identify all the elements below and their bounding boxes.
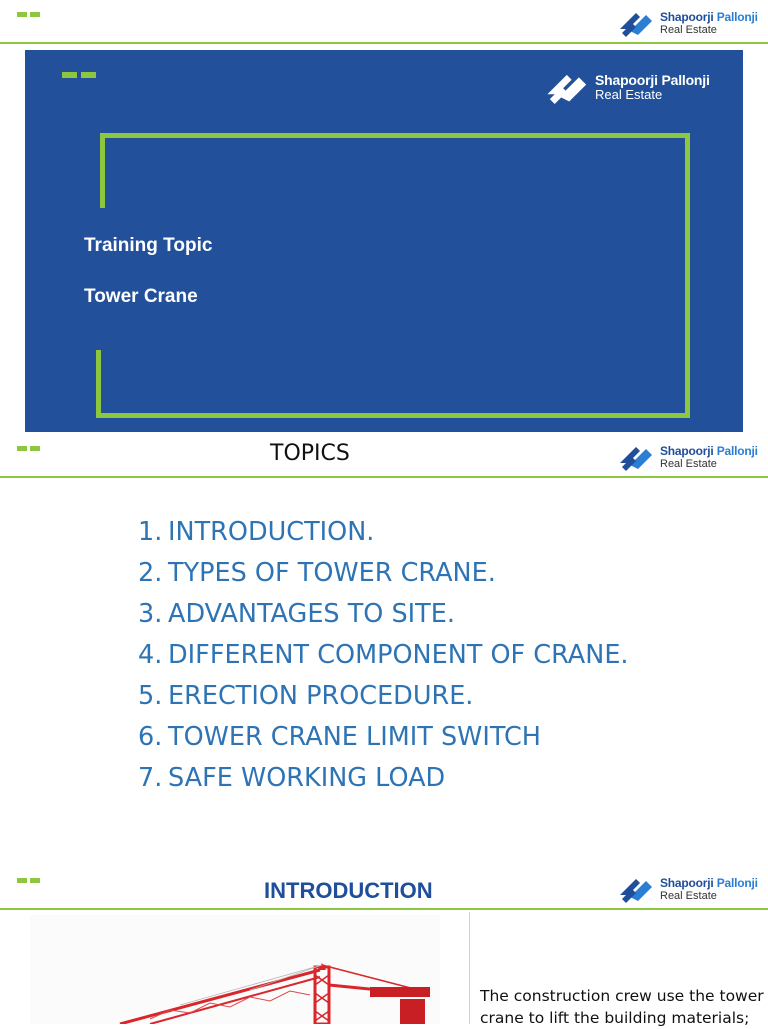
accent-dash (30, 878, 40, 883)
cover-line-1: Training Topic (84, 235, 213, 256)
column-divider (469, 912, 470, 1024)
sp-logo-icon (545, 70, 591, 104)
frame-right (685, 133, 690, 418)
topic-item: 7. SAFE WORKING LOAD (138, 763, 446, 793)
topic-item: 3. ADVANTAGES TO SITE. (138, 599, 455, 629)
topic-item: 6. TOWER CRANE LIMIT SWITCH (138, 722, 541, 752)
brand-name: Shapoorji Pallonji (660, 875, 758, 890)
tower-crane-illustration (30, 915, 440, 1024)
brand-subtitle: Real Estate (660, 889, 717, 902)
accent-dash (17, 12, 27, 17)
brand-logo (618, 443, 758, 471)
brand-logo (618, 875, 758, 903)
accent-dash (62, 72, 77, 78)
introduction-body-line-1: The construction crew use the tower (480, 987, 764, 1005)
brand-subtitle: Real Estate (660, 23, 717, 36)
topics-list (138, 512, 629, 799)
topic-item: 2. TYPES OF TOWER CRANE. (138, 558, 496, 588)
header-rule (0, 908, 768, 910)
cover-slide (25, 50, 743, 432)
cover-line-2: Tower Crane (84, 286, 198, 307)
brand-subtitle: Real Estate (660, 457, 717, 470)
topic-item: 1. INTRODUCTION. (138, 517, 375, 547)
accent-dash (30, 446, 40, 451)
accent-dash (81, 72, 96, 78)
frame-top (100, 133, 690, 138)
brand-name: Shapoorji Pallonji (660, 9, 758, 24)
introduction-body (480, 985, 768, 1029)
tower-crane-image (30, 915, 440, 1024)
frame-left-lower (96, 350, 101, 418)
sp-logo-icon (618, 9, 656, 37)
sp-logo-icon (618, 443, 656, 471)
introduction-body-line-2: crane to lift the building materials; (480, 1009, 750, 1027)
accent-dash (30, 12, 40, 17)
brand-logo (618, 9, 758, 37)
header-rule (0, 42, 768, 44)
topic-item: 5. ERECTION PROCEDURE. (138, 681, 474, 711)
header-rule (0, 476, 768, 478)
introduction-title: INTRODUCTION (264, 878, 433, 903)
brand-subtitle: Real Estate (595, 87, 663, 102)
topics-title: TOPICS (270, 441, 350, 466)
accent-dash (17, 878, 27, 883)
topic-item: 4. DIFFERENT COMPONENT OF CRANE. (138, 640, 629, 670)
brand-name: Shapoorji Pallonji (660, 443, 758, 458)
frame-bottom (96, 413, 690, 418)
brand-logo-white (545, 70, 710, 104)
sp-logo-icon (618, 875, 656, 903)
brand-name: Shapoorji Pallonji (595, 72, 710, 88)
accent-dash (17, 446, 27, 451)
frame-left-upper (100, 133, 105, 208)
